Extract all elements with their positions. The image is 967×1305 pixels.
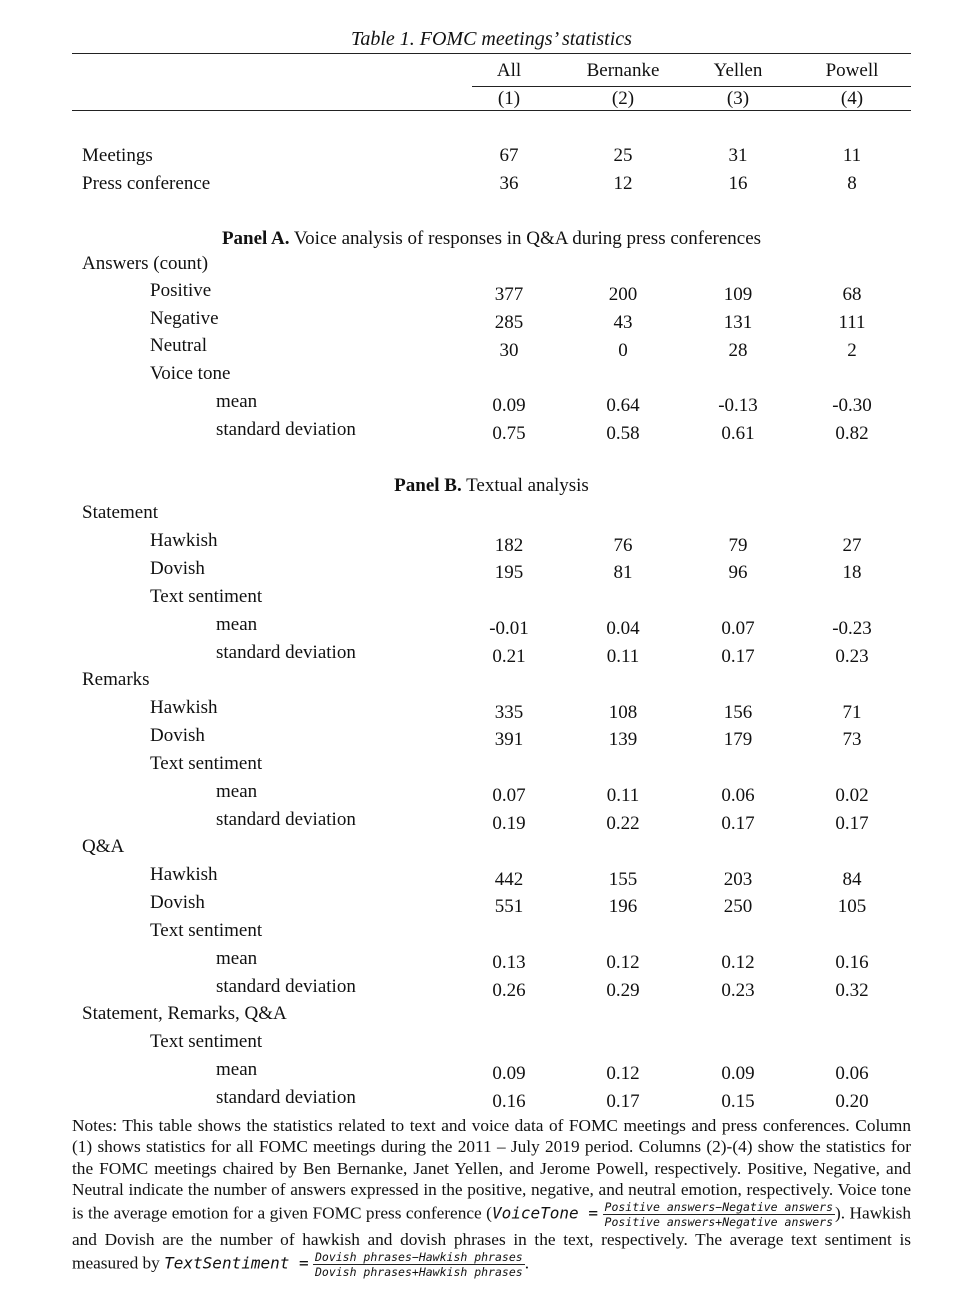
table-cell: 0.13 [492, 952, 526, 973]
col-header-bernanke: Bernanke [586, 60, 660, 81]
table-cell: 0.12 [606, 952, 640, 973]
row-label-mean: mean [216, 1059, 258, 1080]
row-label-sd: standard deviation [216, 976, 356, 997]
table-cell: 0.19 [492, 813, 526, 834]
group-label-remarks: Remarks [82, 669, 150, 690]
table-cell: 31 [728, 145, 748, 166]
table-cell: 2 [847, 340, 857, 361]
table-cell: 0 [618, 340, 628, 361]
table-cell: 8 [847, 173, 857, 194]
row-label-hawkish: Hawkish [150, 864, 218, 885]
table-notes: Notes: This table shows the statistics related to text and voice data of FOMC meetings and press conferences. Column (1) shows statistics for all FOMC meetings during the 2011 – July 2019 period. Columns (2)-(4) show the statistics for the FOMC meetings chaired by Ben Bernanke, Janet Yellen, and Jerome Powell, respectively. Positive, Negative, and Neutral indicate the number of answers expressed in the positive, negative, and neutral emotion, respectively. Voice tone is the average emotion for a given FOMC press conference (VoiceTone = $\frac{\text{Positive answers−Negative answers}}{\text{Positive answers+Negative answers}}$ ). Hawkish and Dovish are the number of hawkish and dovish phrases in the text, respectively. The average text sentiment is measured by TextSentiment = $\frac{\text{Dovish phrases−Hawkish phrases}}{\text{Dovish phrases+Hawkish phrases}}$ . [72, 1116, 911, 1280]
table-cell: 182 [494, 535, 524, 556]
table-cell: 0.17 [721, 646, 755, 667]
table-cell: 0.04 [606, 618, 640, 639]
table-cell: 36 [499, 173, 519, 194]
table-cell: 11 [842, 145, 862, 166]
table-cell: 0.22 [606, 813, 640, 834]
col-number-4: (4) [840, 88, 864, 109]
row-label-positive: Positive [150, 280, 212, 301]
table-cell: 81 [613, 562, 633, 583]
table-cell: 0.15 [721, 1091, 755, 1112]
row-label-dovish: Dovish [150, 558, 205, 579]
col-header-all: All [496, 60, 522, 81]
table-cell: 105 [837, 896, 867, 917]
table-cell: 0.29 [606, 980, 640, 1001]
table-cell: 43 [613, 312, 633, 333]
row-label-text-sentiment: Text sentiment [150, 753, 263, 774]
table-cell: 73 [842, 729, 862, 750]
table-cell: 335 [494, 702, 524, 723]
table-cell: 155 [608, 869, 638, 890]
table-cell: 0.09 [721, 1063, 755, 1084]
table-cell: 551 [494, 896, 524, 917]
table-cell: 0.17 [835, 813, 869, 834]
table-cell: 285 [494, 312, 524, 333]
group-label-statement: Statement [82, 502, 158, 523]
table-cell: 0.58 [606, 423, 640, 444]
table-cell: 30 [499, 340, 519, 361]
row-label-sd: standard deviation [216, 419, 356, 440]
row-label-text-sentiment: Text sentiment [150, 1031, 263, 1052]
table-cell: 18 [842, 562, 862, 583]
row-label-dovish: Dovish [150, 892, 205, 913]
table-cell: 200 [608, 284, 638, 305]
table-cell: 96 [728, 562, 748, 583]
row-label-press-conference: Press conference [82, 173, 211, 194]
table-cell: 79 [728, 535, 748, 556]
row-label-meetings: Meetings [82, 145, 153, 166]
table-cell: 250 [723, 896, 753, 917]
table-cell: 0.23 [721, 980, 755, 1001]
row-label-hawkish: Hawkish [150, 697, 218, 718]
row-label-mean: mean [216, 781, 258, 802]
table-cell: 27 [842, 535, 862, 556]
table-cell: 0.07 [721, 618, 755, 639]
table-cell: 71 [842, 702, 862, 723]
table-cell: 0.09 [492, 395, 526, 416]
col-number-1: (1) [497, 88, 521, 109]
table-cell: 442 [494, 869, 524, 890]
row-label-sd: standard deviation [216, 1087, 356, 1108]
table-cell: 0.07 [492, 785, 526, 806]
row-label-mean: mean [216, 948, 258, 969]
table-cell: 0.21 [492, 646, 526, 667]
table-cell: 0.12 [721, 952, 755, 973]
table-cell: 0.16 [835, 952, 869, 973]
table-cell: 76 [613, 535, 633, 556]
table-cell: -0.30 [832, 395, 872, 416]
panel-b-title: Panel B. Textual analysis [394, 475, 589, 496]
col-header-yellen: Yellen [713, 60, 763, 81]
group-label-qa: Q&A [82, 836, 125, 857]
table-cell: -0.01 [489, 618, 529, 639]
row-label-mean: mean [216, 391, 258, 412]
header-bottom-rule [72, 110, 911, 111]
row-label-neutral: Neutral [150, 335, 207, 356]
table-cell: 0.32 [835, 980, 869, 1001]
table-cell: 0.64 [606, 395, 640, 416]
panel-a-title: Panel A. Voice analysis of responses in Q&A during press conferences [221, 228, 762, 249]
table-cell: 84 [842, 869, 862, 890]
table-cell: 179 [723, 729, 753, 750]
table-cell: 0.17 [721, 813, 755, 834]
row-label-mean: mean [216, 614, 258, 635]
table-cell: 0.75 [492, 423, 526, 444]
table-cell: 0.06 [835, 1063, 869, 1084]
top-rule [72, 53, 911, 54]
table-cell: 377 [494, 284, 524, 305]
header-mid-rule [472, 86, 911, 87]
table-cell: 12 [613, 173, 633, 194]
table-cell: 0.26 [492, 980, 526, 1001]
table-cell: 0.20 [835, 1091, 869, 1112]
row-label-text-sentiment: Text sentiment [150, 920, 263, 941]
col-number-2: (2) [611, 88, 635, 109]
table-cell: 0.16 [492, 1091, 526, 1112]
table-cell: 196 [608, 896, 638, 917]
table-cell: -0.13 [718, 395, 758, 416]
table-cell: 0.12 [606, 1063, 640, 1084]
table-cell: 111 [838, 312, 866, 333]
table-cell: 0.09 [492, 1063, 526, 1084]
col-number-3: (3) [726, 88, 750, 109]
table-cell: 108 [608, 702, 638, 723]
table-cell: 28 [728, 340, 748, 361]
table-cell: 0.82 [835, 423, 869, 444]
table-title: Table 1. FOMC meetings’ statistics [351, 28, 632, 50]
row-label-voice-tone: Voice tone [150, 363, 231, 384]
row-label-sd: standard deviation [216, 642, 356, 663]
group-label-combined: Statement, Remarks, Q&A [82, 1003, 287, 1024]
table-cell: 0.61 [721, 423, 755, 444]
table-cell: 0.11 [606, 646, 640, 667]
col-header-powell: Powell [825, 60, 879, 81]
table-cell: 109 [723, 284, 753, 305]
text-sentiment-fraction: $\frac{\text{Dovish phrases−Hawkish phrases}}{\text{Dovish phrases+Hawkish phrases}}$ [314, 1250, 523, 1280]
row-label-sd: standard deviation [216, 809, 356, 830]
voice-tone-fraction: $\frac{\text{Positive answers−Negative answers}}{\text{Positive answers+Negative answers}}$ [604, 1200, 833, 1230]
row-label-hawkish: Hawkish [150, 530, 218, 551]
table-cell: 139 [608, 729, 638, 750]
row-label-negative: Negative [150, 308, 219, 329]
table-cell: 0.17 [606, 1091, 640, 1112]
table-cell: 25 [613, 145, 633, 166]
group-label-answers: Answers (count) [82, 253, 209, 274]
table-cell: 68 [842, 284, 862, 305]
table-cell: 391 [494, 729, 524, 750]
table-cell: 67 [499, 145, 519, 166]
table-cell: 16 [728, 173, 748, 194]
table-cell: 0.02 [835, 785, 869, 806]
table-cell: 131 [723, 312, 753, 333]
row-label-dovish: Dovish [150, 725, 205, 746]
table-cell: 156 [723, 702, 753, 723]
table-cell: 0.11 [606, 785, 640, 806]
table-cell: 0.06 [721, 785, 755, 806]
row-label-text-sentiment: Text sentiment [150, 586, 263, 607]
table-cell: 195 [494, 562, 524, 583]
table-cell: -0.23 [832, 618, 872, 639]
table-cell: 203 [723, 869, 753, 890]
table-cell: 0.23 [835, 646, 869, 667]
